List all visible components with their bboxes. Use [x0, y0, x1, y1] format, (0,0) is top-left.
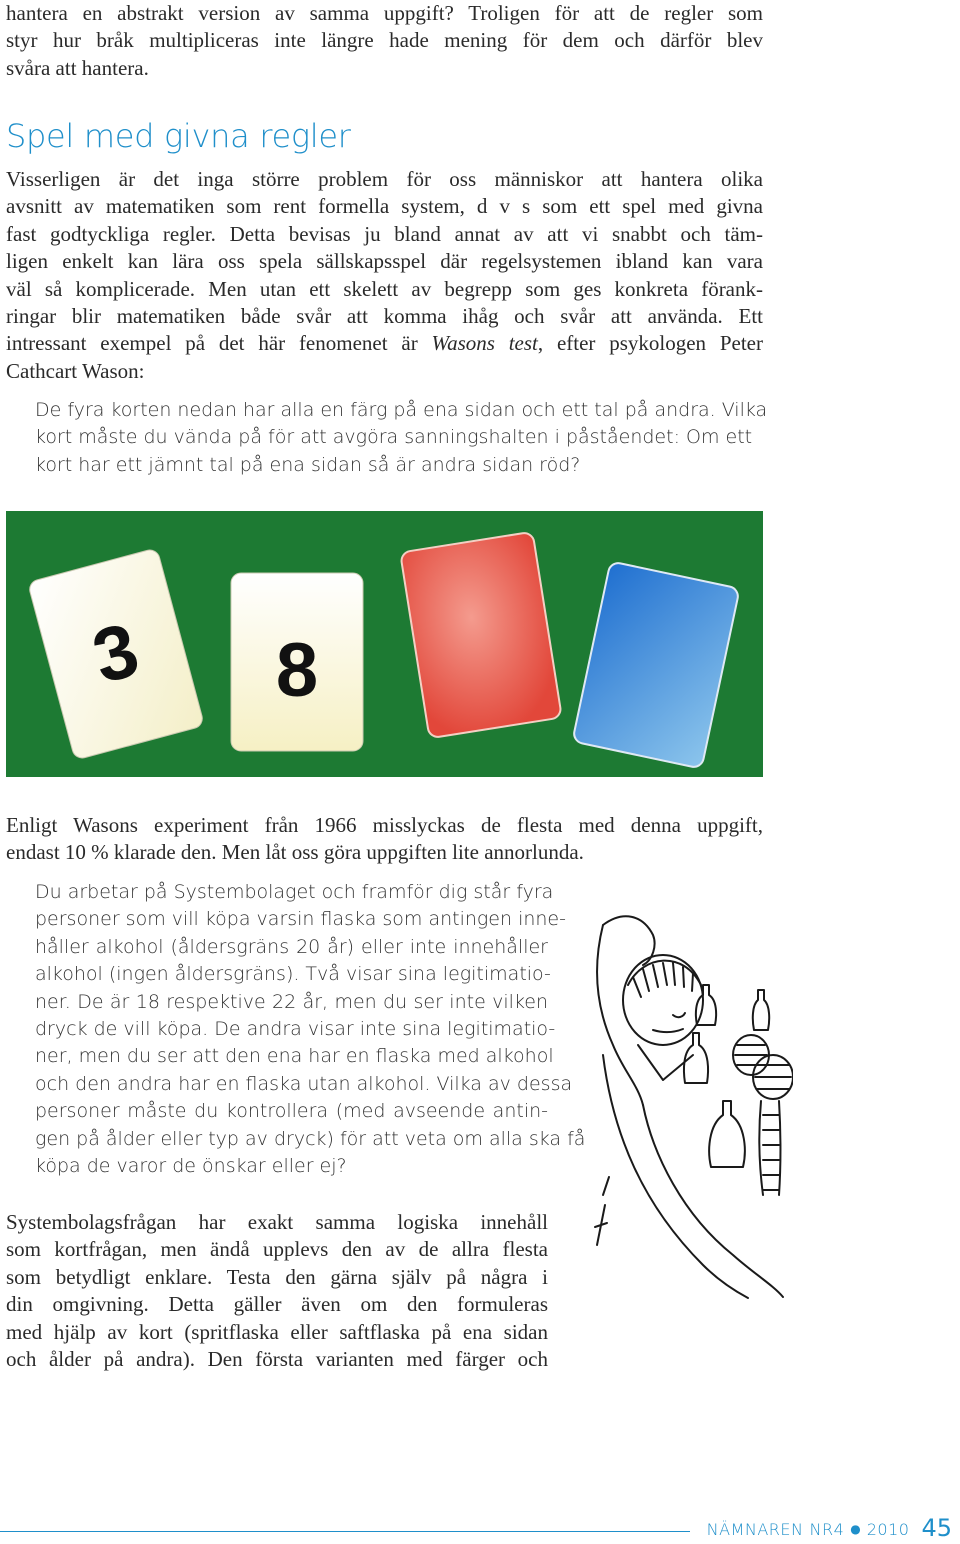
- task-line: Du arbetar på Systembolaget och framför dig står fyra: [35, 881, 554, 903]
- task-line: gen på ålder eller typ av dryck) för att veta om alla ska få: [35, 1127, 586, 1150]
- intro-line: styr hur bråk multipliceras inte längre hade mening för dem och därför blev: [6, 28, 763, 53]
- card-red: [400, 532, 562, 739]
- paragraph-line: Visserligen är det inga större problem för oss människor att hantera olika: [6, 167, 763, 191]
- intro-line: hantera en abstrakt version av samma uppgift? Troligen för att de regler som: [6, 1, 763, 25]
- result-paragraph: [6, 812, 763, 867]
- task-line: personer som vill köpa varsin flaska som antingen inne-: [35, 908, 566, 931]
- task-line: köpa de varor de önskar eller ej?: [35, 1155, 347, 1178]
- systembolaget-illustration: [583, 905, 793, 1305]
- paragraph-line: som betydligt enklare. Testa den gärna själv på några i: [6, 1264, 548, 1289]
- paragraph-text: intressant exempel på det här fenomenet är: [6, 331, 432, 356]
- task-line: kort har ett jämnt tal på ena sidan så är andra sidan röd?: [35, 453, 581, 476]
- paragraph-line: väl så komplicerade. Men utan ett skelett av begrepp som ges konkreta förank-: [6, 276, 763, 301]
- task-line: ner. De är 18 respektive 22 år, men du ser inte vilken: [35, 990, 548, 1013]
- magazine-name: NÄMNAREN: [706, 1520, 804, 1539]
- intro-paragraph: [6, 0, 763, 82]
- page-footer: [707, 1512, 952, 1542]
- body-paragraph: [6, 166, 763, 385]
- paragraph-line: och ålder på andra). Den första varianten med färger och: [6, 1347, 548, 1372]
- issue-number: NR4: [809, 1520, 845, 1539]
- task-line: De fyra korten nedan har alla en färg på ena sidan och ett tal på andra. Vilka: [35, 399, 768, 421]
- paragraph-line: avsnitt av matematiken som rent formella system, d v s som ett spel med givna: [6, 194, 763, 219]
- four-cards-figure: [6, 511, 763, 777]
- paragraph-line: Cathcart Wason:: [6, 358, 145, 383]
- intro-line: svåra att hantera.: [6, 55, 149, 80]
- task-line: dryck de vill köpa. De andra visar inte sina legitimatio-: [35, 1018, 556, 1041]
- task-line: ner, men du ser att den ena har en flaska med alkohol: [35, 1045, 554, 1068]
- paragraph-line: din omgivning. Detta gäller även om den formuleras: [6, 1292, 548, 1317]
- paragraph-line: Systembolagsfrågan har exakt samma logiska innehåll: [6, 1210, 548, 1234]
- paragraph-line: Enligt Wasons experiment från 1966 misslyckas de flesta med denna uppgift,: [6, 813, 763, 837]
- task-line: alkohol (ingen åldersgräns). Två visar sina legitimatio-: [35, 963, 551, 986]
- systembolaget-task-text: [35, 879, 586, 1180]
- paragraph-line: som kortfrågan, men ändå upplevs den av de allra flesta: [6, 1237, 548, 1262]
- issue-year: 2010: [866, 1520, 910, 1539]
- section-heading: Spel med givna regler: [6, 117, 351, 155]
- task-line: kort måste du vända på för att avgöra sanningshalten i påståendet: Om ett: [35, 426, 753, 449]
- card-task-text: [35, 397, 768, 479]
- paragraph-line: endast 10 % klarade den. Men låt oss göra uppgiften lite annorlunda.: [6, 840, 584, 865]
- separator-dot: ●: [850, 1522, 861, 1536]
- card-3-label: 3: [84, 606, 148, 701]
- conclusion-paragraph: [6, 1209, 548, 1373]
- task-line: och den andra har en flaska utan alkohol. Vilka av dessa: [35, 1072, 573, 1095]
- paragraph-line: med hjälp av kort (spritflaska eller saftflaska på ena sidan: [6, 1319, 548, 1344]
- paragraph-line: ringar blir matematiken både svår att komma ihåg och svår att använda. Ett: [6, 304, 763, 329]
- page-number: 45: [921, 1514, 952, 1542]
- paragraph-text: , efter psykologen Peter: [537, 331, 763, 356]
- footer-rule: [0, 1531, 690, 1532]
- card-8-label: 8: [275, 628, 319, 713]
- paragraph-line: [6, 330, 763, 357]
- card-8: [231, 573, 363, 751]
- task-line: personer måste du kontrollera (med avseende antin-: [35, 1100, 548, 1123]
- paragraph-line: fast godtyckliga regler. Detta bevisas ju bland annat av att vi snabbt och täm-: [6, 221, 763, 246]
- paragraph-line: ligen enkelt kan lära oss spela sällskapsspel där regelsystemen ibland kan vara: [6, 249, 763, 274]
- task-line: håller alkohol (åldersgräns 20 år) eller inte innehåller: [35, 935, 548, 958]
- wasons-test-term: Wasons test: [431, 331, 538, 356]
